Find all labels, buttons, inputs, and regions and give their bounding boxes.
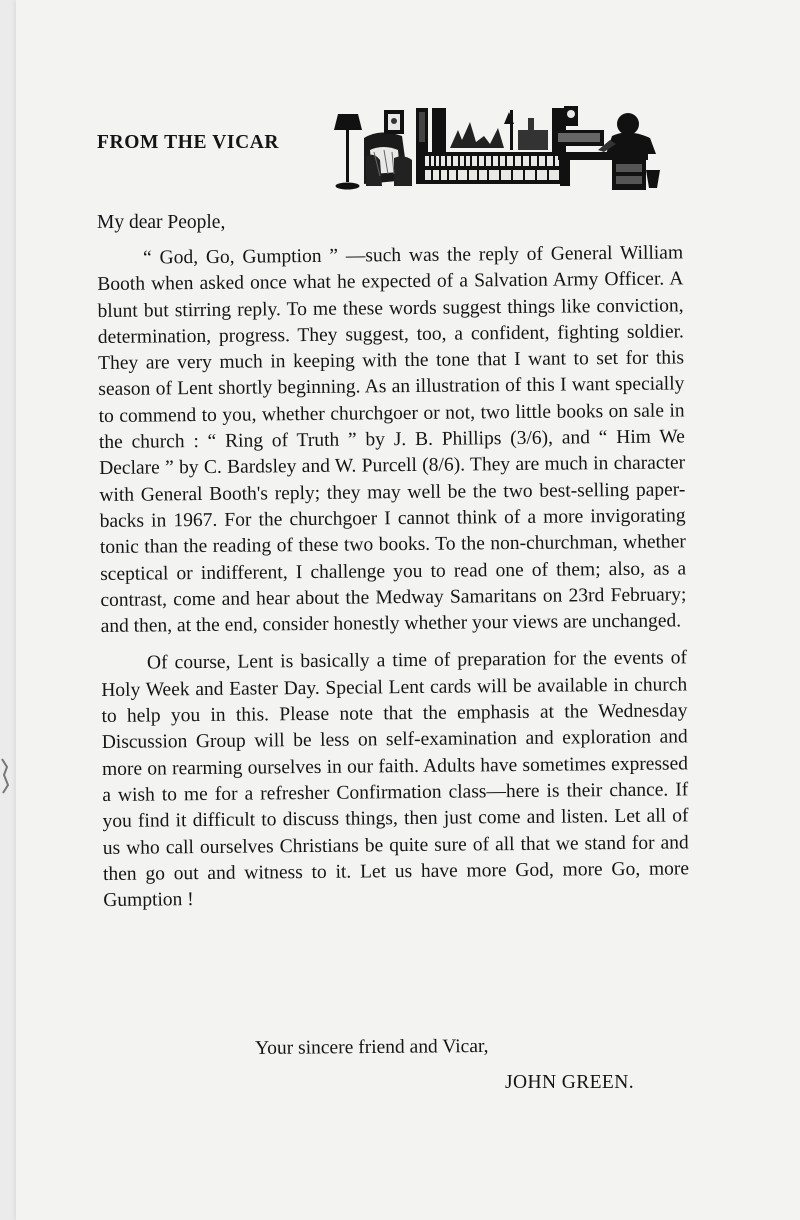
sign-off: Your sincere friend and Vicar, <box>255 1035 489 1059</box>
signature: JOHN GREEN. <box>505 1072 634 1093</box>
letter-paragraph-1: “ God, Go, Gumption ” —such was the reply of General William Booth when asked once what he expected of a Salvation Army Officer. A blunt but stirring reply. To me these words suggest things like conviction, determination, progress. They suggest, too, a confident, fighting soldier. They are very much in keeping with the tone that I want to set for this season of Lent shortly beginning. As an illustration of this I want specially to commend to you, whether churchgoer or not, two little books on sale in the church : “ Ring of Truth ” by J. B. Phillips (3/6), and “ Him We Declare ” by C. Bardsley and W. Purcell (8/6). They are much in character with General Booth's reply; they may well be the two best-selling paper-backs in 1967. For the churchgoer I cannot think of a more invigorating tonic than the reading of these two books. To the non-churchman, whether sceptical or indifferent, I challenge you to read one of them; also, as a contrast, come and hear about the Medway Samaritans on 23rd February; and then, at the end, consider honestly whether your views are unchanged. <box>97 242 687 638</box>
picture-frame-icon <box>384 110 404 134</box>
lamp-icon <box>334 114 362 190</box>
vicar-study-illustration <box>328 100 663 196</box>
armchair-icon <box>364 132 412 186</box>
salutation: My dear People, <box>97 212 226 233</box>
binding-mark <box>0 755 10 795</box>
waste-basket-icon <box>646 170 660 188</box>
page-heading: FROM THE VICAR <box>97 132 280 153</box>
letter-body <box>97 240 689 914</box>
window-icon <box>432 108 566 152</box>
vicar-figure-icon <box>598 113 656 154</box>
bookshelf-icon <box>422 152 562 184</box>
clock-icon <box>564 106 578 126</box>
letter-paragraph-2: Of course, Lent is basically a time of preparation for the events of Holy Week and Easter Day. Special Lent cards will be available in church to help you in this. Please note that the emphasis at the Wednesday Discussion Group will be less on self-examination and exploration and more on rearming ourselves in our faith. Adults have sometimes expressed a wish to me for a refresher Confirmation class—here is their chance. If you find it difficult to discuss things, then just come and listen. Let all of us who call ourselves Christians be quite sure of all that we stand for and then go out and witness to it. Let us have more God, more Go, more Gumption ! <box>101 647 690 912</box>
